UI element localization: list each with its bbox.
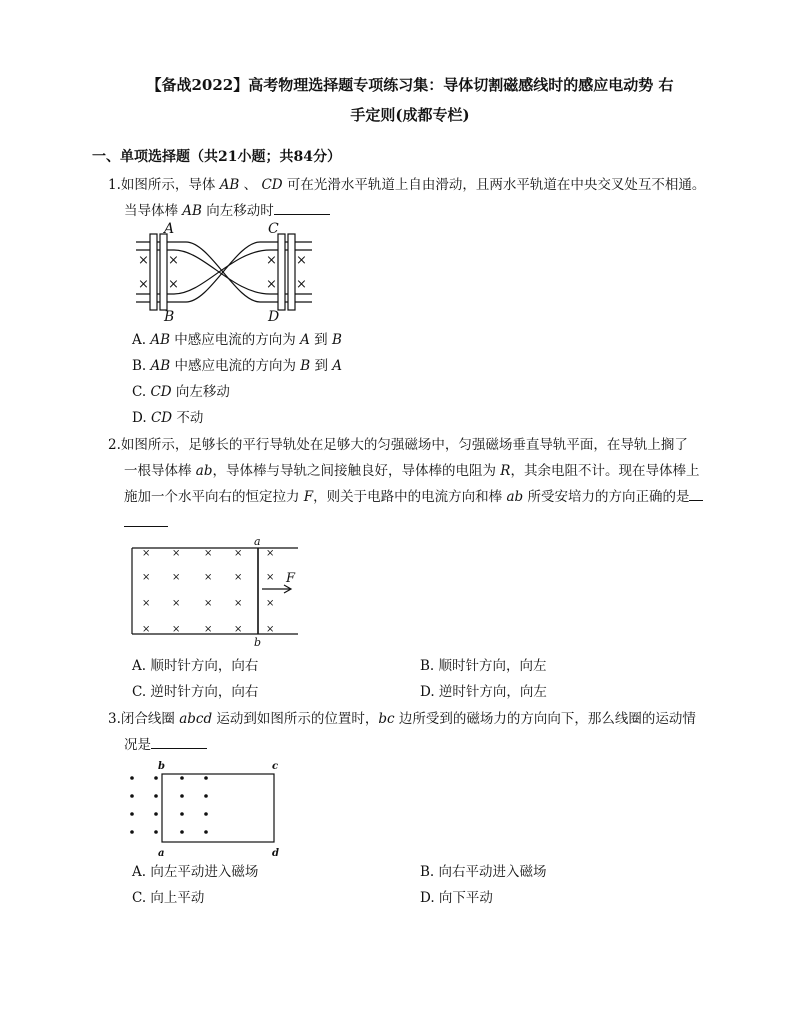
question-2-stem-line2: 一根导体棒 ab，导体棒与导轨之间接触良好，导体棒的电阻为 R，其余电阻不计。现在导体棒上 [124,463,700,479]
q3-option-a[interactable]: A. 向左平动进入磁场 [132,864,259,880]
label-a: a [158,848,165,858]
svg-text:×: × [204,572,213,583]
svg-text:×: × [172,624,181,635]
answer-blank[interactable] [151,734,207,749]
svg-text:×: × [142,624,151,635]
answer-blank[interactable] [124,512,168,527]
question-3-stem-line2: 况是 [108,732,728,758]
answer-blank[interactable] [274,200,330,215]
doc-title-line1: 【备战2022】高考物理选择题专项练习集：导体切割磁感线时的感应电动势 右 [146,76,674,94]
svg-text:×: × [234,624,243,635]
q1-option-b[interactable]: B. AB 中感应电流的方向为 B 到 A [132,358,343,374]
question-2 [108,432,728,536]
svg-text:×: × [172,548,181,559]
field-crosses [142,548,274,635]
field-cross: × [266,277,277,292]
q3-option-c[interactable]: C. 向上平动 [132,890,205,906]
svg-text:×: × [266,624,275,635]
q1-figure [130,222,316,322]
svg-text:×: × [266,598,275,609]
question-1-stem-line2: 当导体棒 AB 向左移动时 [108,198,728,224]
label-F: F [286,571,296,586]
field-cross: × [138,253,149,268]
label-c: c [272,761,279,772]
q2-figure [128,536,300,648]
answer-blank-start[interactable] [689,486,703,501]
section-heading: 一、单项选择题（共21小题；共84分） [92,149,341,165]
q2-option-c[interactable]: C. 逆时针方向，向右 [132,684,259,700]
question-number: 2. [108,437,121,453]
svg-text:×: × [172,572,181,583]
svg-text:×: × [204,548,213,559]
q2-option-a[interactable]: A. 顺时针方向，向右 [132,658,259,674]
question-2-stem-line4 [108,510,728,536]
svg-text:×: × [234,572,243,583]
conductor-ab [150,234,157,310]
question-1-stem-line1: 1.如图所示，导体 AB 、 CD 可在光滑水平轨道上自由滑动，且两水平轨道在中央交叉处互不相通。 [108,177,706,193]
field-cross: × [168,253,179,268]
svg-text:×: × [142,572,151,583]
q1-option-c[interactable]: C. CD 向左移动 [132,384,230,400]
conductor-cd [278,234,285,310]
svg-text:×: × [142,598,151,609]
doc-title-line2: 手定则(成都专栏) [350,106,470,124]
q1-option-d[interactable]: D. CD 不动 [132,410,204,426]
q2-option-d[interactable]: D. 逆时针方向，向左 [420,684,547,700]
label-a: a [254,536,261,548]
svg-text:×: × [234,598,243,609]
q3-option-d[interactable]: D. 向下平动 [420,890,493,906]
field-cross: × [296,277,307,292]
field-cross: × [168,277,179,292]
question-1 [108,172,728,224]
question-2-stem-line3: 施加一个水平向右的恒定拉力 F，则关于电路中的电流方向和棒 ab 所受安培力的方向正确的是 [108,484,728,510]
question-3-stem-line1: 3.闭合线圈 abcd 运动到如图所示的位置时，bc 边所受到的磁场力的方向向下，那么线圈的运动情 [108,711,696,727]
question-number: 3. [108,711,121,727]
label-b: b [158,761,165,772]
label-B: B [164,309,175,322]
svg-text:×: × [266,548,275,559]
coil-abcd [162,774,274,842]
label-D: D [268,309,280,322]
field-cross: × [138,277,149,292]
question-2-stem-line1: 2.如图所示，足够长的平行导轨处在足够大的匀强磁场中，匀强磁场垂直导轨平面，在导轨上搁了 [108,437,688,453]
svg-text:×: × [204,598,213,609]
q3-option-b[interactable]: B. 向右平动进入磁场 [420,864,547,880]
q2-option-b[interactable]: B. 顺时针方向，向左 [420,658,547,674]
label-A: A [164,222,175,237]
q3-figure [124,760,284,858]
label-b: b [254,636,262,648]
label-C: C [268,222,279,237]
svg-text:×: × [142,548,151,559]
question-3 [108,706,728,758]
label-d: d [272,848,279,858]
field-dots [130,776,208,834]
field-cross: × [266,253,277,268]
q1-option-a[interactable]: A. AB 中感应电流的方向为 A 到 B [132,332,342,348]
field-cross: × [296,253,307,268]
svg-text:×: × [172,598,181,609]
svg-text:×: × [234,548,243,559]
question-number: 1. [108,177,121,193]
svg-text:×: × [266,572,275,583]
svg-text:×: × [204,624,213,635]
